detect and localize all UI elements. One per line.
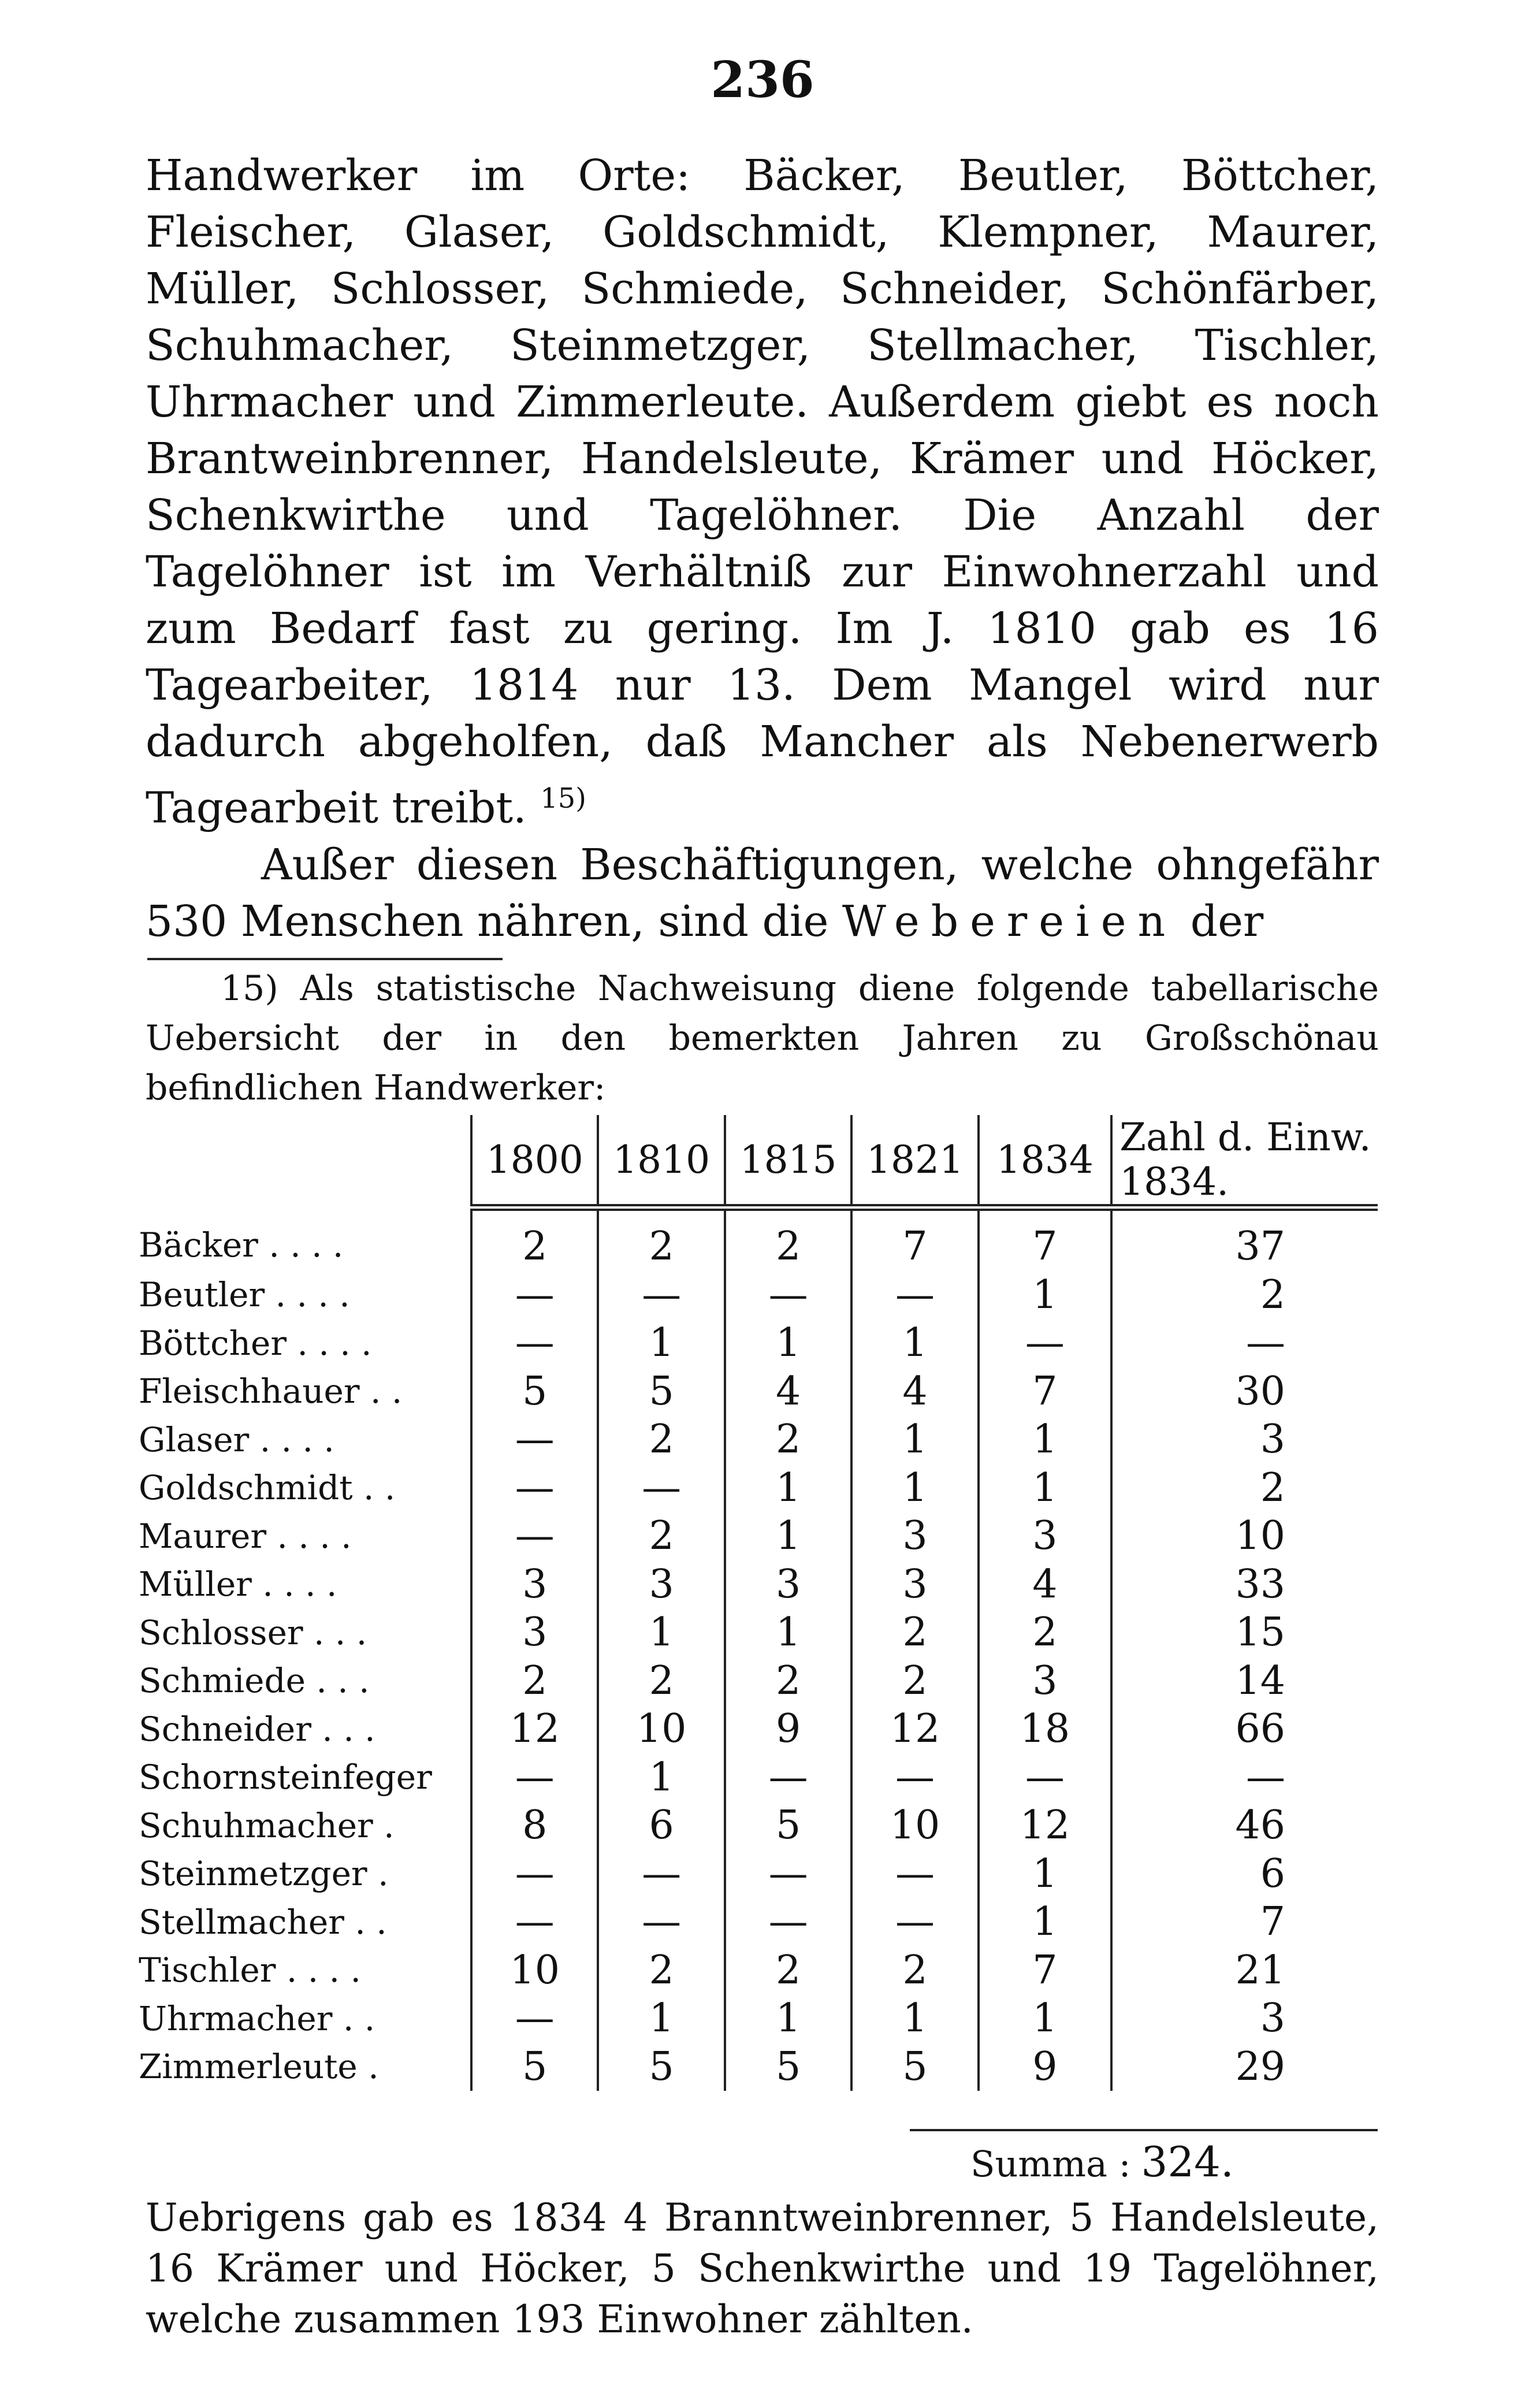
table-row	[139, 1898, 1378, 1946]
table-cell: 33	[1111, 1560, 1378, 1609]
table-cell: 2	[851, 1657, 978, 1705]
footnote-rule	[147, 958, 503, 960]
table-row	[139, 1994, 1378, 2043]
table-cell: 5	[725, 1801, 851, 1850]
table-cell: 7	[851, 1207, 978, 1271]
table-cell: —	[851, 1753, 978, 1802]
table-cell: 7	[979, 1367, 1111, 1416]
table-cell: 10	[851, 1801, 978, 1850]
table-cell: 2	[851, 1946, 978, 1995]
table-cell: 4	[851, 1367, 978, 1416]
table-cell: 1	[979, 1464, 1111, 1513]
table-header-empty	[139, 1115, 471, 1207]
table-cell: 1	[851, 1464, 978, 1513]
table-cell: —	[598, 1898, 724, 1946]
table-cell: 1	[598, 1994, 724, 2043]
table-cell: 2	[598, 1946, 724, 1995]
table-row	[139, 1319, 1378, 1367]
table-cell: —	[725, 1898, 851, 1946]
table-cell: 46	[1111, 1801, 1378, 1850]
craft-name: Stellmacher . .	[139, 1902, 387, 1942]
table-cell: 2	[1111, 1271, 1378, 1320]
table-header-cell: 1810	[598, 1115, 724, 1207]
closing-paragraph: Uebrigens gab es 1834 4 Branntweinbrenner, 5 Handelsleute, 16 Krämer und Höcker, 5 Schenkwirthe und 19 Tagelöhner, welche zusammen 193 Einwohner zählten.	[146, 2195, 1379, 2342]
table-cell: 3	[1111, 1994, 1378, 2043]
table-cell: 7	[979, 1207, 1111, 1271]
table-cell: 1	[725, 1319, 851, 1367]
paragraph-1	[146, 147, 1379, 837]
table-cell: 3	[979, 1512, 1111, 1560]
craft-name: Schmiede . . .	[139, 1661, 370, 1701]
craft-name: Bäcker . . . .	[139, 1225, 344, 1265]
footnote	[146, 964, 1379, 1113]
table-cell: 2	[598, 1512, 724, 1560]
table-cell: —	[471, 1415, 598, 1464]
table-cell: 1	[851, 1319, 978, 1367]
table-cell: —	[471, 1753, 598, 1802]
craft-name: Müller . . . .	[139, 1565, 337, 1604]
table-cell: —	[598, 1464, 724, 1513]
table-cell: 1	[725, 1464, 851, 1513]
table-cell: 2	[979, 1608, 1111, 1657]
table-cell: 1	[598, 1608, 724, 1657]
table-header-cell: 1800	[471, 1115, 598, 1207]
table-row	[139, 1415, 1378, 1464]
table-cell: 3	[851, 1512, 978, 1560]
craft-name: Glaser . . . .	[139, 1419, 334, 1459]
table-cell: 2	[1111, 1464, 1378, 1513]
table-cell: 1	[979, 1415, 1111, 1464]
table-cell: —	[598, 1850, 724, 1898]
paragraph-2-end: der	[1190, 896, 1264, 946]
table-row	[139, 1271, 1378, 1320]
table-cell: 5	[598, 2043, 724, 2091]
table-cell: 5	[471, 1367, 598, 1416]
craft-name: Schuhmacher .	[139, 1805, 395, 1845]
table-cell: 3	[471, 1608, 598, 1657]
table-cell: —	[725, 1850, 851, 1898]
table-body	[139, 1207, 1378, 2091]
table-cell: —	[979, 1319, 1111, 1367]
table-cell: —	[471, 1271, 598, 1320]
table-cell: 5	[471, 2043, 598, 2091]
table-cell: 1	[598, 1753, 724, 1802]
table-cell: 2	[598, 1657, 724, 1705]
table-cell: 12	[471, 1705, 598, 1753]
table-cell: —	[851, 1271, 978, 1320]
summa-rule	[910, 2129, 1378, 2131]
table-cell: 3	[725, 1560, 851, 1609]
table-row	[139, 1207, 1378, 1271]
table-cell: 3	[851, 1560, 978, 1609]
table-cell: 12	[851, 1705, 978, 1753]
table-cell: 1	[598, 1319, 724, 1367]
summa-total	[970, 2138, 1234, 2186]
craft-name: Böttcher . . . .	[139, 1323, 372, 1363]
table-cell: 21	[1111, 1946, 1378, 1995]
table-cell: 1	[979, 1271, 1111, 1320]
table-cell: 1	[979, 1994, 1111, 2043]
table-cell: —	[1111, 1753, 1378, 1802]
table-cell: 4	[725, 1367, 851, 1416]
craft-name: Maurer . . . .	[139, 1516, 352, 1556]
table-cell: 1	[979, 1850, 1111, 1898]
table-cell: —	[851, 1898, 978, 1946]
craft-name: Goldschmidt . .	[139, 1468, 396, 1508]
table-cell: 2	[725, 1415, 851, 1464]
table-cell: 6	[1111, 1850, 1378, 1898]
table-cell: 18	[979, 1705, 1111, 1753]
table-cell: —	[725, 1753, 851, 1802]
table-cell: —	[851, 1850, 978, 1898]
table-cell: 1	[851, 1415, 978, 1464]
paragraph-2-emphasis: Webereien	[842, 896, 1177, 946]
table-cell: 2	[725, 1657, 851, 1705]
table-cell: 3	[1111, 1415, 1378, 1464]
summa-value: 324.	[1141, 2138, 1234, 2186]
paragraph-1-text: Handwerker im Orte: Bäcker, Beutler, Böttcher, Fleischer, Glaser, Goldschmidt, Klempner, Maurer, Müller, Schlosser, Schmiede, Schneider, Schönfärber, Schuhmacher, Steinmetzger, Stellmacher, Tischler, Uhrmacher und Zimmerleute. Außerdem giebt es noch Brantweinbrenner, Handelsleute, Krämer und Höcker, Schenkwirthe und Tagelöhner. Die Anzahl der Tagelöhner ist im Verhältniß zur Einwohnerzahl und zum Bedarf fast zu gering. Im J. 1810 gab es 16 Tagearbeiter, 1814 nur 13. Dem Mangel wird nur dadurch abgeholfen, daß Mancher als Nebenerwerb Tagearbeit treibt.	[146, 151, 1379, 833]
table-cell: 10	[1111, 1512, 1378, 1560]
craft-name: Fleischhauer . .	[139, 1372, 403, 1411]
table-cell: 9	[725, 1705, 851, 1753]
craft-name: Schornsteinfeger	[139, 1757, 432, 1797]
craft-name: Schneider . . .	[139, 1709, 375, 1749]
craft-name: Steinmetzger .	[139, 1854, 389, 1894]
page-number: 236	[711, 51, 814, 109]
table-cell: 9	[979, 2043, 1111, 2091]
table-cell: —	[1111, 1319, 1378, 1367]
table-cell: 30	[1111, 1367, 1378, 1416]
table-cell: 1	[725, 1608, 851, 1657]
table-cell: 1	[725, 1512, 851, 1560]
table-cell: 2	[598, 1415, 724, 1464]
table-cell: 5	[851, 2043, 978, 2091]
table-header-cell: 1821	[851, 1115, 978, 1207]
table-row	[139, 1560, 1378, 1609]
table-cell: —	[725, 1271, 851, 1320]
table-cell: —	[598, 1271, 724, 1320]
table-cell: 3	[598, 1560, 724, 1609]
table-cell: 1	[851, 1994, 978, 2043]
table-row	[139, 2043, 1378, 2091]
table-cell: 5	[725, 2043, 851, 2091]
table-header-cell: Zahl d. Einw. 1834.	[1111, 1115, 1378, 1207]
table-cell: —	[979, 1753, 1111, 1802]
table-row	[139, 1946, 1378, 1995]
table-row	[139, 1753, 1378, 1802]
table-cell: 10	[598, 1705, 724, 1753]
table-header-cell: 1815	[725, 1115, 851, 1207]
body-text	[146, 147, 1379, 950]
table-cell: 29	[1111, 2043, 1378, 2091]
table-cell: 1	[979, 1898, 1111, 1946]
table-row	[139, 1850, 1378, 1898]
table-cell: 6	[598, 1801, 724, 1850]
table-cell: 4	[979, 1560, 1111, 1609]
paragraph-2-start: Außer diesen Beschäftigungen, welche ohngefähr 530 Menschen nähren, sind die	[146, 839, 1379, 946]
paragraph-2	[146, 837, 1379, 950]
table-cell: 3	[979, 1657, 1111, 1705]
table-header-cell: 1834	[979, 1115, 1111, 1207]
table-header-row	[139, 1115, 1378, 1207]
table-row	[139, 1657, 1378, 1705]
table-cell: 2	[471, 1207, 598, 1271]
craft-name: Zimmerleute .	[139, 2047, 379, 2087]
table-cell: —	[471, 1464, 598, 1513]
table-cell: 2	[725, 1946, 851, 1995]
craftsmen-table	[139, 1115, 1378, 2091]
craft-name: Schlosser . . .	[139, 1612, 367, 1652]
table-row	[139, 1464, 1378, 1513]
table-cell: 3	[471, 1560, 598, 1609]
summa-label: Summa :	[970, 2143, 1131, 2185]
table-cell: 10	[471, 1946, 598, 1995]
table-cell: 7	[979, 1946, 1111, 1995]
table-cell: —	[471, 1850, 598, 1898]
table-cell: 8	[471, 1801, 598, 1850]
table-cell: 2	[598, 1207, 724, 1271]
craft-name: Beutler . . . .	[139, 1275, 350, 1315]
footnote-reference: 15)	[540, 782, 587, 815]
table-cell: 2	[725, 1207, 851, 1271]
table-cell: —	[471, 1512, 598, 1560]
table-row	[139, 1608, 1378, 1657]
table-row	[139, 1367, 1378, 1416]
table-cell: 37	[1111, 1207, 1378, 1271]
table-cell: 2	[471, 1657, 598, 1705]
table-cell: 2	[851, 1608, 978, 1657]
table-row	[139, 1512, 1378, 1560]
craft-name: Uhrmacher . .	[139, 1998, 375, 2038]
footnote-text: 15) Als statistische Nachweisung diene folgende tabellarische Uebersicht der in den bemerkten Jahren zu Großschönau befindlichen Handwerker:	[146, 968, 1379, 1108]
table-cell: 1	[725, 1994, 851, 2043]
table-cell: —	[471, 1994, 598, 2043]
table-cell: 14	[1111, 1657, 1378, 1705]
table-cell: —	[471, 1898, 598, 1946]
table-cell: 5	[598, 1367, 724, 1416]
craft-name: Tischler . . . .	[139, 1950, 361, 1990]
table-cell: 7	[1111, 1898, 1378, 1946]
table-cell: 12	[979, 1801, 1111, 1850]
table-row	[139, 1705, 1378, 1753]
table-cell: —	[471, 1319, 598, 1367]
table-cell: 66	[1111, 1705, 1378, 1753]
table-cell: 15	[1111, 1608, 1378, 1657]
table-row	[139, 1801, 1378, 1850]
